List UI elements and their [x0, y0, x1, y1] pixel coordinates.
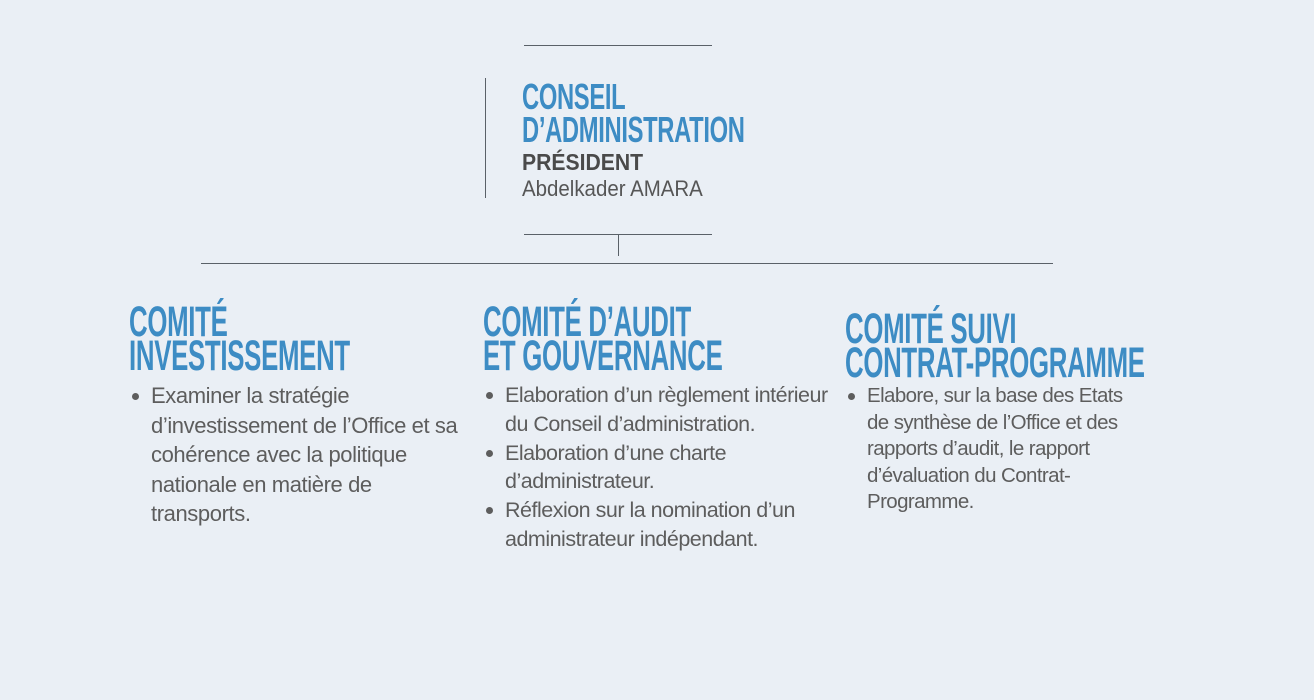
list-item: Elaboration d’un règlement intérieur du Conseil d’administration. — [483, 381, 828, 439]
board-role: PRÉSIDENT — [522, 149, 644, 175]
board-left-rule — [485, 78, 486, 198]
committee-title — [845, 305, 1145, 387]
committee-task-list — [845, 383, 1145, 516]
list-item: Examiner la stratégie d’investissement de l’Office et sa cohérence avec la politique nationale en matière de transports. — [129, 381, 469, 529]
committee-suivi-contrat-programme — [845, 305, 1145, 516]
board-of-directors — [522, 76, 842, 203]
committee-title-line1: COMITÉ — [129, 298, 228, 346]
committee-task-list — [129, 381, 469, 529]
committee-title-line2: CONTRAT-PROGRAMME — [845, 339, 1145, 387]
committee-title-line1: COMITÉ D’AUDIT — [483, 298, 691, 346]
committees-branch-line — [201, 263, 1053, 264]
list-item: Elabore, sur la base des Etats de synthèse de l’Office et des rapports d’audit, le rapport d’évaluation du Contrat-Programme. — [845, 383, 1145, 516]
board-president-name: Abdelkader AMARA — [522, 176, 703, 201]
board-top-rule — [524, 45, 712, 46]
committee-title — [129, 298, 350, 380]
committee-audit-gouvernance — [483, 298, 828, 554]
committee-title-line2: ET GOUVERNANCE — [483, 332, 723, 380]
board-connector — [618, 235, 619, 256]
committee-title-line2: INVESTISSEMENT — [129, 332, 350, 380]
list-item: Elaboration d’une charte d’administrateur. — [483, 439, 828, 497]
board-title — [522, 76, 745, 150]
board-title-line1: CONSEIL — [522, 76, 626, 117]
committee-title — [483, 298, 723, 380]
list-item: Réflexion sur la nomination d’un administrateur indépendant. — [483, 496, 828, 554]
board-title-line2: D’ADMINISTRATION — [522, 109, 745, 150]
committee-task-list — [483, 381, 828, 554]
committee-investissement — [129, 298, 469, 529]
committee-title-line1: COMITÉ SUIVI — [845, 305, 1017, 353]
